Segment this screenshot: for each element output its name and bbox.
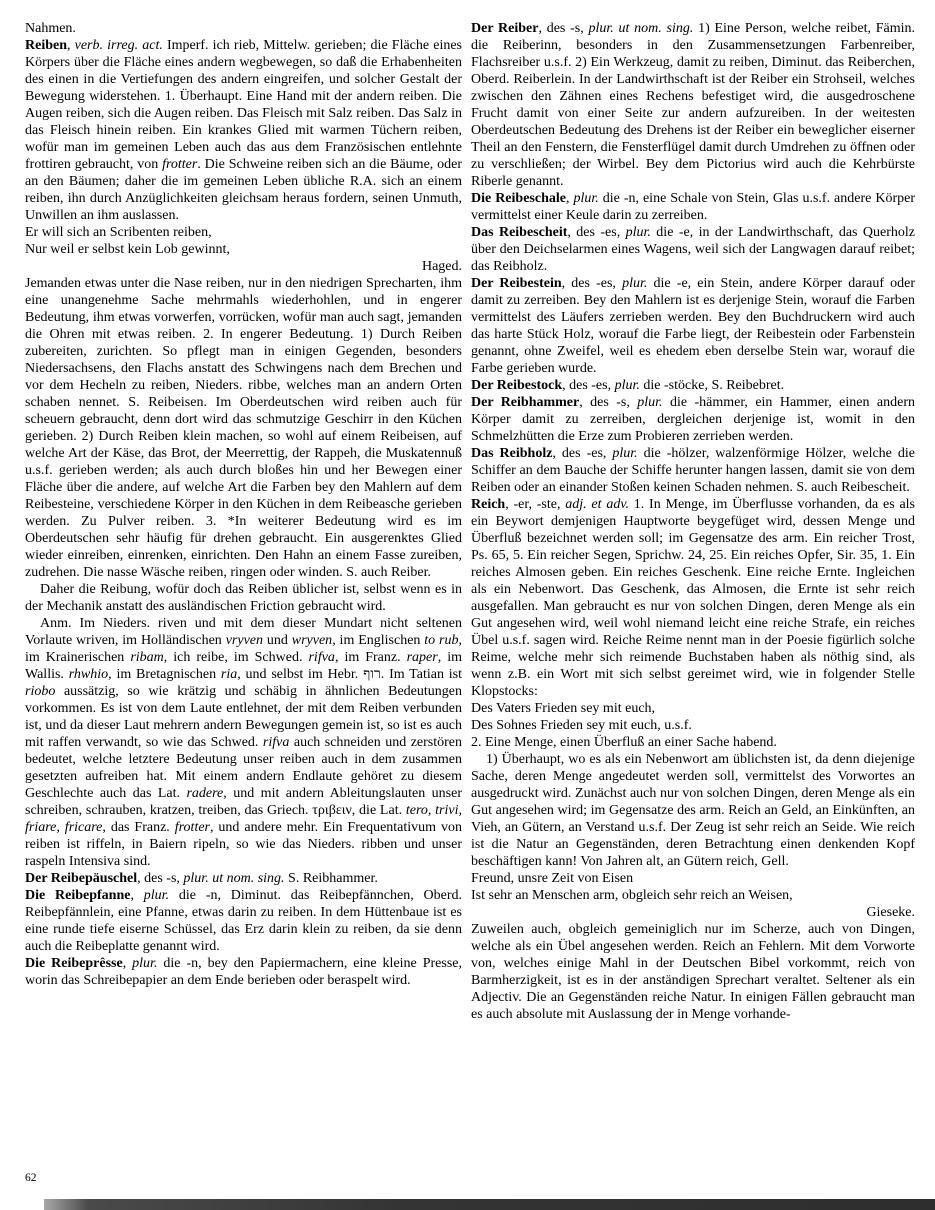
scan-artifact-bar (44, 1199, 935, 1210)
headword: Reich (471, 497, 506, 512)
text-run: Des Sohnes Frieden sey mit euch, u.s.f. (471, 718, 692, 733)
text-run: , das Franz. (102, 820, 175, 835)
text-run: Nur weil er selbst kein Lob gewinnt, (25, 242, 230, 257)
text-run: frotter (162, 157, 198, 172)
text-run: Imperf. ich rieb, Mittelw. gerieben; die Fläche eines Körpers über die Fläche eines andern wegbewegen, so daß die Erhabenheiten des einen in die Vertiefungen des andern eingreifen, und solcher Gestalt der Bewegung widerstehen. 1. Überhaupt. Eine Hand mit der andern reiben. Die Augen reiben, sich die Augen reiben. Das Fleisch mit Salz reiben. Das Salz in das Fleisch hinein reiben. Ein krankes Glied mit warmen Tüchern reiben, wofür man im gemeinen Leben auch das aus dem Französischen entlehnte frottiren gebraucht, von (25, 38, 462, 172)
entry-reibholz (471, 445, 915, 496)
headword: Der Reibestock (471, 378, 563, 393)
text-run: und (263, 633, 292, 648)
text-run: , des -s, (579, 395, 638, 410)
text-run: , im Bretagnischen (108, 667, 221, 682)
text-run: , des -es, (567, 225, 626, 240)
verse-line (25, 224, 462, 241)
headword: Die Reibeprêsse (25, 956, 123, 971)
text-run: vryven (225, 633, 263, 648)
verse-line (471, 717, 915, 734)
headword: Der Reibestein (471, 276, 562, 291)
verse-attribution-haged (25, 258, 462, 275)
text-run: to rub (424, 633, 459, 648)
entry-reibestock (471, 377, 915, 394)
text-run: ria (220, 667, 238, 682)
left-column (25, 20, 462, 1023)
text-run: plur. (612, 446, 638, 461)
text-run: , im Franz. (334, 650, 407, 665)
text-run: die -stöcke, S. Reibebret. (639, 378, 785, 393)
headword: Der Reiber (471, 21, 539, 36)
text-run: die -n, bey den Papiermachern, eine kleine Presse, worin das Schreibepapier an dem Ende berieben oder beraspelt wird. (25, 956, 462, 988)
text-run: riobo (25, 684, 56, 699)
text-run: Freund, unsre Zeit von Eisen (471, 871, 634, 886)
headword: Das Reibescheit (471, 225, 568, 240)
text-run: verb. irreg. act. (74, 38, 163, 53)
verse-line (471, 700, 915, 717)
text-run: die -n, eine Schale von Stein, Glas u.s.f. andere Körper vermittelst einer Keule darin zu zerreiben. (471, 191, 915, 223)
text-run: radere (186, 786, 224, 801)
text-run: plur. (143, 888, 170, 903)
entry-reibepfanne (25, 887, 462, 955)
text-run: plur. ut nom. sing. (183, 871, 285, 886)
text-run: Nahmen. (25, 21, 76, 36)
text-run: plur. (622, 276, 648, 291)
page-number: 62 (25, 1172, 37, 1184)
right-column (471, 20, 915, 1023)
text-run: plur. (637, 395, 663, 410)
text-run: Gieseke. (866, 905, 915, 920)
text-run: plur. ut nom. sing. (588, 21, 694, 36)
paragraph-anmerkung (25, 615, 462, 870)
text-run: , ich reibe, im Schwed. (163, 650, 309, 665)
headword: Das Reibholz (471, 446, 553, 461)
text-run: ribam (130, 650, 164, 665)
text-run: rhwhio (68, 667, 109, 682)
text-run: adj. et adv. (565, 497, 629, 512)
paragraph-reibung (25, 581, 462, 615)
text-run: Zuweilen auch, obgleich gemeiniglich nur im Scherze, auch von Dingen, welche als ein Übel angesehen werden. Reich an Fehlern. Mit dem Vorworte von, welches einige Mahl in der Deutschen Bibel vorkommt, reich von Barmherzigkeit, ist es in der anständigen Sprechart veraltet. Seltener als ein Adjectiv. Die an Gegenständen reiche Natur. In einigen Fällen gebraucht man es auch absolute mit Auslassung der in Menge vorhande- (471, 922, 915, 1022)
verse-attribution-gieseke (471, 904, 915, 921)
text-run: Ist sehr an Menschen arm, obgleich sehr reich an Weisen, (471, 888, 793, 903)
text-run: plur. (573, 191, 599, 206)
text-run: frotter (174, 820, 210, 835)
text-run: , des -s, (538, 21, 589, 36)
entry-reibepresse (25, 955, 462, 989)
text-run: wryven (291, 633, 333, 648)
text-run: , des -es, (562, 378, 615, 393)
text-run: rifva (262, 735, 290, 750)
text-run: , (130, 888, 144, 903)
text-run: rifva (308, 650, 335, 665)
headword: Reiben (25, 38, 67, 53)
text-run: die -hämmer, ein Hammer, einen andern Körper damit zu zerreiben, dergleichen derjenige ist, womit in den Schmelzhütten die Erze zum Probieren zerrieben werden. (471, 395, 915, 444)
text-run: 1. In Menge, im Überflusse vorhanden, da es als ein Beywort demjenigen Hauptworte beygefüget wird, dessen Menge und Überfluß bezeichnet werden soll; im Gegensatze des arm. Ein reicher Trost, Ps. 65, 5. Ein reicher Segen, Sprichw. 24, 25. Ein reiches Opfer, Sir. 35, 1. Ein reiches Almosen geben. Ein reiches Geschenk. Eine reiche Ernte. Ingleichen als ein Nebenwort. Das Geschenk, das Almosen, die Ernte ist sehr reich ausgefallen. Man gebraucht es nur von solchen Dingen, deren Menge als ein Gut angesehen wird, weil wohl niemand leicht eine reiche Strafe, ein reiches Übel u.s.f. sagen wird. Reiche Reime nennt man in der Poesie figürlich solche Reime, welche mehr sich reimende Buchstaben haben als nöthig sind, als wenn z.B. ein Wort mit sich selbst gereimet wird, wie in folgender Stelle Klopstocks: (471, 497, 916, 699)
text-run: Jemanden etwas unter die Nase reiben, nur in den niedrigen Sprecharten, ihm eine unangenehme Sache mehrmahls wiederhohlen, und in engerer Bedeutung, ihm etwas vorwerfen, vorrücken, wofür man auch sagt, jemanden die Ohren mit etwas reiben. 2. In engerer Bedeutung. 1) Durch Reiben zubereiten, zurichten. So pflegt man in einigen Gegenden, besonders Niedersachsens, den Flachs anstatt des Schwingens nach dem Brechen und vor dem Hecheln zu reiben, Nieders. ribbe, welches man an andern Orten schaben nennet. S. Reibeisen. Im Oberdeutschen wird reiben auch für scheuern gebraucht, denn dort wird das schmutzige Geschirr in den Küchen gerieben. 2) Durch Reiben klein machen, so wohl auf einem Reibeisen, auf welche Art der Käse, das Brot, der Meerrettig, der Rappeh, die Muskatennuß u.s.f. gerieben werden; als auch durch bloßes hin und her Bewegen einer Fläche über die andere, auf welche Art die Farben bey den Mahlern auf dem Reibesteine, verschiedene Körper in den Küchen in dem Reibeasche gerieben werden. Zu Pulver reiben. 3. *In weiterer Bedeutung wird es im Oberdeutschen sehr häufig für drehen gebraucht. Ein ausgerenktes Glied wieder einreiben, einrenken, einrichten. Den Hahn an einem Fasse zureiben, zudrehen. Die nasse Wäsche reiben, ringen oder winden. S. auch Reiber. (25, 276, 462, 580)
entry-reiben (25, 37, 462, 224)
text-run: plur. (132, 956, 158, 971)
text-run: Anm. Im Nieders. riven und mit dem dieser Mundart nicht seltenen Vorlaute wriven, im Holländischen (25, 616, 462, 648)
text-run: 2. Eine Menge, einen Überfluß an einer Sache habend. (471, 735, 777, 750)
text-run: , (67, 38, 75, 53)
verse-line-continuation (471, 887, 915, 904)
text-run: plur. (614, 378, 640, 393)
headword: Die Reibepfanne (25, 888, 131, 903)
text-run: die -n, Diminut. das Reibepfännchen, Oberd. Reibepfännlein, eine Pfanne, etwas darin zu reiben. In dem Hüttenbaue ist es eine runde tiefe eiserne Schüssel, das Erz darin klein zu reiben, da sie denn auch die Reibeplatte genannt wird. (25, 888, 462, 954)
text-run: die -e, in der Landwirthschaft, das Querholz über den Deichselarmen eines Wagens, weil sich der Langwagen darauf reibet; das Reibholz. (471, 225, 915, 274)
text-run: plur. (625, 225, 651, 240)
entry-reibescheit (471, 224, 915, 275)
text-run: . Die Schweine reiben sich an die Bäume, oder an den Bäumen; daher die im gemeinen Leben übliche R.A. sich an einem reiben, ihn durch Anzüglichkeiten gleichsam heraus fordern, seinen Unmuth, Unwillen an ihm auslassen. (25, 157, 462, 223)
paragraph-nase-reiben (25, 275, 462, 581)
verse-line (471, 870, 915, 887)
text-run: , des -es, (552, 446, 613, 461)
text-run: Haged. (421, 259, 462, 274)
text-run: , -er, -ste, (505, 497, 566, 512)
text-run: aussätzig, so wie krätzig und schäbig in ähnlichen Bedeutungen vorkommen. Es ist von dem Laute entlehnet, der mit dem Reiben verbunden ist, und da dieser Laut mehrern andern Bewegungen gemein ist, so ist es auch mit raffen verwandt, so wie das Schwed. (25, 684, 462, 750)
headword: Der Reibepäuschel (25, 871, 138, 886)
text-run: 1) Eine Person, welche reibet, Fämin. die Reiberinn, besonders in den Zusammensetzungen Farbenreiber, Flachsreiber u.s.f. 2) Ein Werkzeug, damit zu reiben, Diminut. das Reiberchen, Oberd. Reiberlein. In der Landwirthschaft ist der Reiber ein Strohseil, welches zwischen den Zähnen eines Rechens befestiget wird, die ausgedroschene Frucht damit von einer Seite zur andern aufzureiben. In der weitesten Oberdeutschen Bedeutung des Drehens ist der Reiber ein beweglicher eiserner Theil an den Fenstern, die Fensterflügel damit durch Umdrehen zu öffnen oder zu verschließen; der Wirbel. Bey dem Pictorius wird auch die Kehrbürste Riberle genannt. (471, 21, 916, 189)
text-run: , im Wallis. (25, 650, 463, 682)
headword: Der Reibhammer (471, 395, 580, 410)
entry-reiber (471, 20, 915, 190)
headword: Die Reibeschale (471, 191, 566, 206)
paragraph-ueberhaupt (471, 751, 915, 870)
text-run: Des Vaters Frieden sey mit euch, (471, 701, 656, 716)
entry-reibestein (471, 275, 915, 377)
text-run: S. Reibhammer. (284, 871, 378, 886)
text-run: , und mit andern Ableitungslauten unser schreiben, schrauben, kratzen, treiben, das Griech. τριβειν, die Lat. (25, 786, 462, 818)
text-run: , (122, 956, 133, 971)
text-run: , und selbst im Hebr. רוף. Im Tatian ist (237, 667, 462, 682)
text-run: , und andere mehr. Ein Frequentativum von reiben ist riffeln, in Baiern ripeln, so wie das Nieders. ribben und unser raspeln Intensiva sind. (25, 820, 462, 869)
text-run: , (565, 191, 574, 206)
entry-reibepaeuschel (25, 870, 462, 887)
entry-reich (471, 496, 915, 700)
entry-reibhammer (471, 394, 915, 445)
text-run: , des -es, (561, 276, 623, 291)
text-run: , im Krainerischen (25, 633, 463, 665)
text-run: , im Englischen (332, 633, 425, 648)
text-run: die -hölzer, walzenförmige Hölzer, welche die Schiffer an dem Bauche der Schiffe herunter hangen lassen, damit sie von dem Reiben oder an einander Stoßen keinen Schaden nehmen. S. auch Reibescheit. (471, 446, 915, 495)
paragraph-menge (471, 734, 915, 751)
continuation-nahmen (25, 20, 462, 37)
text-run: 1) Überhaupt, wo es als ein Nebenwort am üblichsten ist, da denn diejenige Sache, deren Menge angedeutet werden soll, vermittelst des Vorwortes an ausgedruckt wird. Zunächst auch nur von solchen Dingen, deren Menge als ein Gut angesehen wird; im Gegensatze des arm. Reich an Geld, an Einkünften, an Vieh, an Gütern, an Verstand u.s.f. Der Zeug ist sehr reich an Seide. Wie reich ist die Natur an Gegenständen, deren Betrachtung einen denkenden Kopf beschäftigen kann! Von Jahren alt, an Gütern reich, Gell. (471, 752, 915, 869)
paragraph-zuweilen (471, 921, 915, 1023)
text-run: raper (406, 650, 438, 665)
text-run: die -e, ein Stein, andere Körper darauf oder damit zu zerreiben. Bey den Mahlern ist es derjenige Stein, worauf die Farben vermittelst des Läufers zerrieben werden. Bey den Buchdruckern wird auch das harte Stück Holz, worauf die Farbe liegt, der Reibestein oder Farbenstein genannt, ohne Zweifel, weil es ehedem eben derselbe Stein war, worauf die Farbe gerieben wurde. (471, 276, 915, 376)
text-run: Daher die Reibung, wofür doch das Reiben üblicher ist, selbst wenn es in der Mechanik anstatt des ausländischen Friction gebraucht wird. (25, 582, 462, 614)
text-run: auch schneiden und zerstören bedeutet, welche letztere Bedeutung unser reiben auch in dem zusammen gesetzten aufreiben hat. Mit einem andern Endlaute gehöret zu diesem Geschlechte auch das Lat. (25, 735, 462, 801)
text-run: , des -s, (137, 871, 184, 886)
entry-reibeschale (471, 190, 915, 224)
verse-line (25, 241, 462, 258)
text-run: Er will sich an Scribenten reiben, (25, 225, 212, 240)
text-run: tero, trivi, friare, fricare (25, 803, 462, 835)
